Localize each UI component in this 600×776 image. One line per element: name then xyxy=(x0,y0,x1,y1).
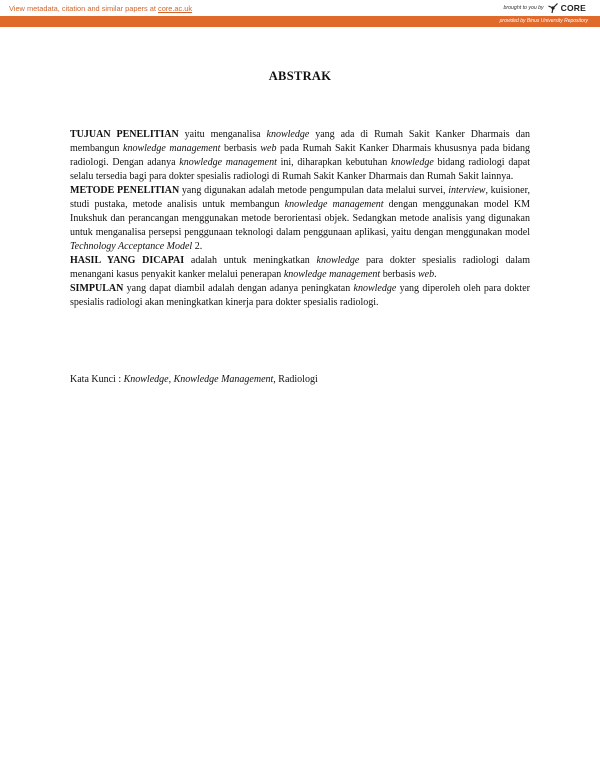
italic-term: Knowledge xyxy=(123,374,169,385)
italic-term: knowledge management xyxy=(284,199,384,210)
italic-term: knowledge xyxy=(353,283,397,294)
text-run: adalah untuk meningkatkan xyxy=(184,255,317,266)
abstract-paragraph xyxy=(70,254,530,282)
italic-term: Knowledge Management xyxy=(173,374,274,385)
keywords-line xyxy=(70,373,530,387)
brought-by-text: brought to you by xyxy=(503,5,544,11)
text-run: , xyxy=(168,374,174,385)
text-run: berbasis xyxy=(220,143,261,154)
italic-term: web xyxy=(260,143,277,154)
abstract-body xyxy=(70,128,530,310)
text-run: bidang radiologi dapat selalu tersedia bagi para dokter spesialis radiologi di Rumah Sakit Kanker Dharmais dan Rumah Sakit lainnya. xyxy=(70,157,530,182)
italic-term: knowledge xyxy=(391,157,434,168)
page-title: ABSTRAK xyxy=(268,69,332,83)
italic-term: knowledge management xyxy=(283,269,381,280)
italic-term: web xyxy=(417,269,435,280)
text-run: yaitu menganalisa xyxy=(178,129,267,140)
text-run: yang digunakan adalah metode pengumpulan data melalui survei, xyxy=(179,185,449,196)
core-banner xyxy=(0,0,600,27)
paragraph-heading: METODE PENELITIAN xyxy=(70,185,180,196)
core-brand: CORE xyxy=(560,3,586,13)
italic-term: knowledge management xyxy=(123,143,221,154)
core-metadata-link[interactable] xyxy=(9,4,192,13)
keywords-label: Kata Kunci : xyxy=(70,374,124,385)
text-run: dengan menggunakan model KM Inukshuk dan perancangan menggunakan metode berorientasi objek. Sedangkan metode analisis yang digunakan untuk menganalisa persepsi penggunaan teknologi dalam penggunaan aplikasi, yaitu dengan menggunakan model xyxy=(70,199,530,238)
core-logo-icon xyxy=(547,2,559,14)
text-run: para dokter spesialis radiologi dalam menangani kasus penyakit kanker melalui penerapan xyxy=(70,255,530,280)
abstract-paragraph xyxy=(70,282,530,310)
paragraph-heading: TUJUAN PENELITIAN xyxy=(70,129,179,140)
text-run: berbasis xyxy=(380,269,418,280)
italic-term: knowledge management xyxy=(179,157,277,168)
abstract-paragraph xyxy=(70,184,530,254)
italic-term: interview xyxy=(448,185,486,196)
italic-term: Technology Acceptance Model xyxy=(70,241,193,252)
text-run: pada Rumah Sakit Kanker Dharmais khususnya pada bidang radiologi. Dengan adanya xyxy=(70,143,530,168)
text-run: , Radiologi xyxy=(273,374,318,385)
paragraph-heading: HASIL YANG DICAPAI xyxy=(70,255,185,266)
text-run: . xyxy=(434,269,437,280)
italic-term: knowledge xyxy=(316,255,360,266)
paragraph-heading: SIMPULAN xyxy=(70,283,124,294)
core-provider-bar xyxy=(0,16,600,27)
text-run: yang ada di Rumah Sakit Kanker Dharmais dan membangun xyxy=(70,129,531,154)
core-link-domain[interactable]: core.ac.uk xyxy=(158,4,193,13)
provided-by-text: provided by Binus University Repository xyxy=(499,17,588,24)
core-link-text: View metadata, citation and similar papers at xyxy=(9,4,158,13)
text-run: 2. xyxy=(192,241,203,252)
abstract-paragraph xyxy=(70,128,530,184)
italic-term: knowledge xyxy=(266,129,310,140)
text-run: ini, diharapkan kebutuhan xyxy=(276,157,391,168)
text-run: yang diperoleh oleh para dokter spesialis radiologi akan meningkatkan kinerja para dokter spesialis radiologi. xyxy=(70,283,530,308)
text-run: , kuisioner, studi pustaka, metode analisis untuk membangun xyxy=(70,185,530,210)
text-run: yang dapat diambil adalah dengan adanya peningkatan xyxy=(123,283,354,294)
brought-by-core[interactable] xyxy=(504,2,586,14)
